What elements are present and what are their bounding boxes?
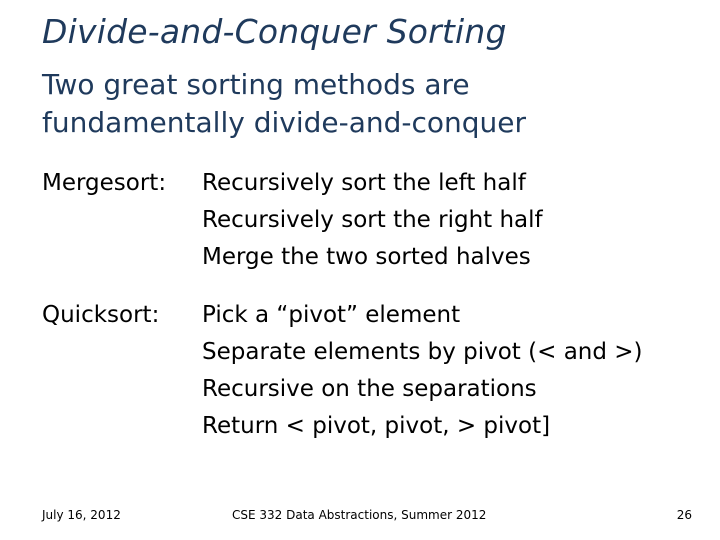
mergesort-label: Mergesort: — [42, 170, 167, 196]
quicksort-steps — [202, 297, 643, 445]
footer-course: CSE 332 Data Abstractions, Summer 2012 — [232, 508, 487, 522]
quicksort-label: Quicksort: — [42, 302, 160, 328]
quicksort-step-2: Separate elements by pivot (< and >) — [202, 339, 643, 365]
mergesort-step-2: Recursively sort the right half — [202, 207, 543, 233]
slide-title: Divide-and-Conquer Sorting — [42, 12, 507, 51]
subtitle-line-2: fundamentally divide-and-conquer — [42, 106, 527, 139]
mergesort-step-1: Recursively sort the left half — [202, 170, 526, 196]
quicksort-step-4: Return < pivot, pivot, > pivot] — [202, 413, 551, 439]
subtitle-line-1: Two great sorting methods are — [42, 68, 470, 101]
mergesort-steps — [202, 165, 543, 276]
footer-date: July 16, 2012 — [42, 508, 121, 522]
quicksort-step-3: Recursive on the separations — [202, 376, 537, 402]
slide-subtitle — [42, 66, 526, 142]
page-number: 26 — [676, 508, 692, 522]
quicksort-step-1: Pick a “pivot” element — [202, 302, 461, 328]
mergesort-step-3: Merge the two sorted halves — [202, 244, 531, 270]
